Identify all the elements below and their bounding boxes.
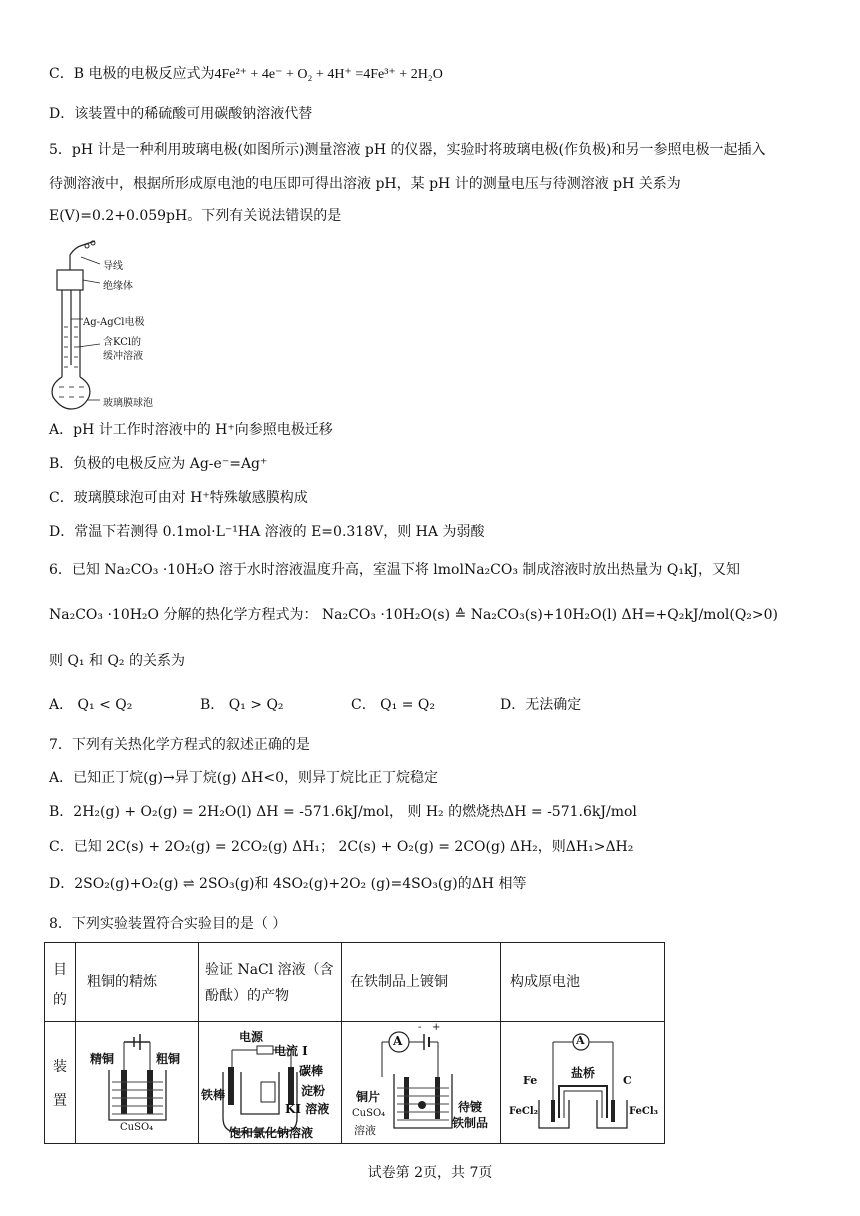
q8-purpose-row [45, 943, 665, 1022]
app4-fe-label: Fe [523, 1074, 538, 1087]
q5-option-c: C．玻璃膜球泡可由对 H⁺特殊敏感膜构成 [49, 490, 308, 506]
q7-option-d: D．2SO₂(g)+O₂(g) ⇌ 2SO₃(g)和 4SO₂(g)+2O₂ (g)=4SO₃(g)的ΔH 相等 [49, 876, 527, 892]
app3-solution-line2: 溶液 [354, 1124, 376, 1137]
app1-right-label: 粗铜 [156, 1052, 181, 1066]
q7-stem: 7．下列有关热化学方程式的叙述正确的是 [49, 737, 310, 753]
q6-option-a: A． Q₁ < Q₂ [49, 697, 133, 713]
app3-plated-line1: 待镀 [458, 1100, 483, 1114]
app2-starch-label: 淀粉 [301, 1084, 326, 1098]
app3-minus-label: - [418, 1022, 422, 1033]
q8-apparatus-row [45, 1022, 665, 1144]
q6-stem-line1: 6．已知 Na₂CO₃ ·10H₂O 溶于水时溶液温度升高，室温下将 lmolNa₂CO₃ 制成溶液时放出热量为 Q₁kJ，又知 [49, 562, 741, 578]
label-buffer-line2: 缓冲溶液 [103, 351, 143, 362]
app3-plus-label: + [432, 1022, 441, 1033]
label-wire: 导线 [103, 261, 123, 272]
q5-option-b: B．负极的电极反应为 Ag-e⁻=Ag⁺ [49, 456, 268, 472]
q8-table [44, 942, 665, 1144]
purpose-head-1: 目 [53, 962, 67, 978]
purpose-refining: 粗铜的精炼 [87, 974, 157, 990]
app2-ki-label: KI 溶液 [285, 1102, 330, 1116]
apparatus-head-1: 装 [53, 1059, 67, 1075]
q4-option-c: C．B 电极的电极反应式为4Fe²⁺ + 4e⁻ + O₂ + 4H⁺ =4Fe³⁺ + 2H₂O [49, 66, 443, 82]
q4-option-d: D．该装置中的稀硫酸可用碳酸钠溶液代替 [49, 106, 313, 122]
q5-stem-line1: 5．pH 计是一种利用玻璃电极(如图所示)测量溶液 pH 的仪器，实验时将玻璃电极(作负极)和另一参照电极一起插入 [49, 142, 766, 158]
app4-ammeter-label: A [576, 1034, 585, 1047]
purpose-cell: 构成原电池 [510, 974, 580, 990]
app2-carbon-label: 碳棒 [299, 1064, 324, 1078]
label-buffer-line1: 含KCl的 [103, 337, 142, 348]
q6-option-b: B． Q₁ > Q₂ [200, 697, 284, 713]
label-bulb: 玻璃膜球泡 [103, 398, 153, 409]
q6-option-c: C． Q₁ = Q₂ [351, 697, 435, 713]
q5-option-a: A．pH 计工作时溶液中的 H⁺向参照电极迁移 [49, 422, 333, 438]
app2-solution-label: 饱和氯化钠溶液 [229, 1126, 314, 1140]
app1-left-label: 精铜 [90, 1052, 115, 1066]
apparatus-electrolysis [199, 1022, 341, 1143]
q5-stem-line2: 待测溶液中，根据所形成原电池的电压即可得出溶液 pH，某 pH 计的测量电压与待测溶液 pH 关系为 [49, 176, 681, 192]
page-footer: 试卷第 2页，共 7页 [367, 1165, 493, 1181]
purpose-plating: 在铁制品上镀铜 [350, 974, 448, 990]
q7-option-a: A．已知正丁烷(g)→异丁烷(g) ΔH<0，则异丁烷比正丁烷稳定 [49, 770, 439, 786]
glass-electrode-figure [45, 237, 195, 410]
q6-stem-line3: 则 Q₁ 和 Q₂ 的关系为 [49, 653, 185, 669]
app3-plated-line2: 铁制品 [452, 1116, 489, 1130]
app1-solution-label: CuSO₄ [120, 1122, 154, 1133]
app4-c-label: C [623, 1074, 632, 1087]
q5-stem-line3: E(V)=0.2+0.059pH。下列有关说法错误的是 [49, 208, 342, 224]
app3-copper-label: 铜片 [356, 1090, 381, 1104]
app4-bridge-label: 盐桥 [571, 1066, 596, 1080]
app3-ammeter-label: A [393, 1034, 403, 1048]
label-insulator: 绝缘体 [103, 281, 133, 292]
app4-left-solution-label: FeCl₂ [509, 1106, 539, 1117]
q7-option-b: B．2H₂(g) + O₂(g) = 2H₂O(l) ΔH = -571.6kJ/mol， 则 H₂ 的燃烧热ΔH = -571.6kJ/mol [49, 804, 637, 820]
app3-solution-line1: CuSO₄ [352, 1108, 386, 1119]
app4-right-solution-label: FeCl₃ [629, 1106, 659, 1117]
q5-option-d: D．常温下若测得 0.1mol·L⁻¹HA 溶液的 E=0.318V，则 HA 为弱酸 [49, 524, 485, 540]
purpose-nacl-line2: 酚酞）的产物 [205, 988, 289, 1004]
apparatus-plating [342, 1022, 500, 1143]
purpose-nacl-line1: 验证 NaCl 溶液（含 [205, 962, 334, 978]
app2-current-label: 电流 I [274, 1044, 308, 1058]
label-electrode: Ag-AgCl电极 [83, 317, 145, 328]
purpose-head-2: 的 [53, 992, 67, 1008]
apparatus-galvanic [501, 1022, 664, 1143]
q6-stem-line2: Na₂CO₃ ·10H₂O 分解的热化学方程式为： Na₂CO₃ ·10H₂O(s) ≙ Na₂CO₃(s)+10H₂O(l) ΔH=+Q₂kJ/mol(Q₂>0) [49, 607, 779, 623]
q6-option-d: D．无法确定 [500, 697, 582, 713]
q7-option-c: C．已知 2C(s) + 2O₂(g) = 2CO₂(g) ΔH₁； 2C(s) + O₂(g) = 2CO(g) ΔH₂，则ΔH₁>ΔH₂ [49, 839, 634, 855]
q8-stem: 8．下列实验装置符合实验目的是（ ） [49, 916, 287, 932]
apparatus-head-2: 置 [53, 1093, 67, 1109]
app2-power-label: 电源 [239, 1030, 264, 1044]
app2-iron-label: 铁棒 [201, 1088, 226, 1102]
apparatus-refining [76, 1022, 198, 1143]
